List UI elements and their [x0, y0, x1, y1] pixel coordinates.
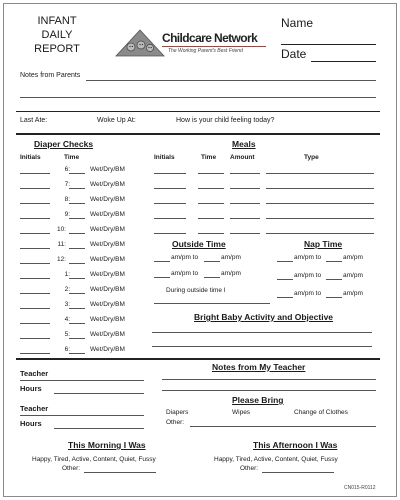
- logo-brand-text: Childcare Network: [162, 31, 258, 45]
- diaper-hour-label: 11:: [57, 241, 66, 248]
- diaper-time-line[interactable]: [69, 323, 85, 324]
- title-line-3: REPORT: [34, 43, 80, 55]
- diaper-hour-label: 12:: [56, 256, 66, 263]
- diaper-wet-dry-bm-option[interactable]: Wet/Dry/BM: [90, 301, 125, 308]
- diaper-initials-line[interactable]: [20, 308, 50, 309]
- diaper-hour-label: 8:: [64, 196, 70, 203]
- hours-line-2[interactable]: [54, 428, 144, 429]
- meal-amount-line[interactable]: [230, 188, 260, 189]
- diaper-wet-dry-bm-option[interactable]: Wet/Dry/BM: [90, 256, 125, 263]
- notes-from-parents-line-1[interactable]: [86, 80, 376, 81]
- afternoon-other-line[interactable]: [262, 472, 334, 473]
- nap-time-title: Nap Time: [304, 239, 343, 249]
- date-field-line[interactable]: [311, 61, 376, 62]
- diaper-time-line[interactable]: [69, 173, 85, 174]
- please-bring-title: Please Bring: [232, 395, 284, 405]
- diaper-time-line[interactable]: [69, 188, 85, 189]
- diaper-wet-dry-bm-option[interactable]: Wet/Dry/BM: [90, 226, 125, 233]
- meal-type-line[interactable]: [266, 218, 374, 219]
- meal-amount-line[interactable]: [230, 203, 260, 204]
- diaper-time-line[interactable]: [69, 338, 85, 339]
- infant-daily-report-form: [3, 3, 397, 497]
- diaper-hour-label: 6:: [64, 166, 70, 173]
- bright-baby-line-2[interactable]: [152, 346, 372, 347]
- meals-col-initials: Initials: [154, 154, 175, 161]
- meal-time-line[interactable]: [198, 173, 224, 174]
- nap-start-line[interactable]: [277, 297, 293, 298]
- logo-tagline: The Working Parent's Best Friend: [168, 48, 243, 54]
- nap-start-line[interactable]: [277, 261, 293, 262]
- diaper-time-line[interactable]: [69, 263, 85, 264]
- nap-am-pm: am/pm: [343, 254, 363, 261]
- bring-wipes: Wipes: [232, 409, 251, 416]
- morning-other-label: Other:: [62, 465, 81, 472]
- diaper-wet-dry-bm-option[interactable]: Wet/Dry/BM: [90, 346, 125, 353]
- diaper-time-line[interactable]: [69, 353, 85, 354]
- notes-teacher-line-1[interactable]: [162, 379, 376, 380]
- meal-time-line[interactable]: [198, 188, 224, 189]
- bring-change-of-clothes: Change of Clothes: [294, 409, 348, 416]
- date-label: Date: [281, 47, 307, 61]
- meal-initials-line[interactable]: [154, 203, 186, 204]
- diaper-wet-dry-bm-option[interactable]: Wet/Dry/BM: [90, 316, 125, 323]
- diaper-checks-title: Diaper Checks: [34, 139, 94, 149]
- diaper-initials-line[interactable]: [20, 203, 50, 204]
- form-code: CN015-R0112: [344, 485, 376, 491]
- morning-title: This Morning I Was: [68, 440, 146, 450]
- name-field-line[interactable]: [281, 44, 376, 45]
- outside-end-line[interactable]: [204, 277, 220, 278]
- outside-time-title: Outside Time: [172, 239, 226, 249]
- diaper-wet-dry-bm-option[interactable]: Wet/Dry/BM: [90, 331, 125, 338]
- meal-type-line[interactable]: [266, 203, 374, 204]
- teacher-label-1: Teacher: [20, 369, 49, 378]
- meal-type-line[interactable]: [266, 188, 374, 189]
- diaper-hour-label: 5:: [64, 331, 70, 338]
- diaper-wet-dry-bm-option[interactable]: Wet/Dry/BM: [90, 211, 125, 218]
- diaper-wet-dry-bm-option[interactable]: Wet/Dry/BM: [90, 271, 125, 278]
- title-line-2: DAILY: [41, 29, 73, 41]
- meal-initials-line[interactable]: [154, 218, 186, 219]
- diaper-col-initials: Initials: [20, 154, 41, 161]
- bring-other-line[interactable]: [190, 426, 376, 427]
- diaper-time-line[interactable]: [69, 248, 85, 249]
- form-title: [22, 14, 92, 56]
- diaper-wet-dry-bm-option[interactable]: Wet/Dry/BM: [90, 196, 125, 203]
- nap-end-line[interactable]: [326, 297, 342, 298]
- meal-time-line[interactable]: [198, 203, 224, 204]
- diaper-hour-label: 2:: [64, 286, 70, 293]
- afternoon-other-label: Other:: [240, 465, 259, 472]
- bright-baby-line-1[interactable]: [152, 332, 372, 333]
- outside-start-line[interactable]: [154, 277, 170, 278]
- teacher-line-2[interactable]: [20, 415, 144, 416]
- morning-other-line[interactable]: [84, 472, 156, 473]
- meals-col-amount: Amount: [230, 154, 255, 161]
- bring-other-label: Other:: [166, 419, 185, 426]
- diaper-col-time: Time: [64, 154, 80, 161]
- meals-title: Meals: [232, 139, 256, 149]
- outside-am-pm: am/pm: [221, 270, 241, 277]
- meal-amount-line[interactable]: [230, 173, 260, 174]
- meals-col-type: Type: [304, 154, 319, 161]
- diaper-hour-label: 1:: [64, 271, 70, 278]
- diaper-hour-label: 9:: [64, 211, 70, 218]
- meal-initials-line[interactable]: [154, 188, 186, 189]
- afternoon-moods: Happy, Tired, Active, Content, Quiet, Fussy: [214, 456, 338, 463]
- diaper-initials-line[interactable]: [20, 233, 50, 234]
- nap-am-pm-to: am/pm to: [294, 290, 322, 297]
- diaper-initials-line[interactable]: [20, 293, 50, 294]
- meal-time-line[interactable]: [198, 218, 224, 219]
- diaper-hour-label: 7:: [64, 181, 70, 188]
- childcare-network-logo: [114, 26, 274, 62]
- nap-end-line[interactable]: [326, 261, 342, 262]
- meals-col-time: Time: [201, 154, 217, 161]
- meal-initials-line[interactable]: [154, 233, 186, 234]
- feeling-question-label: How is your child feeling today?: [176, 117, 275, 124]
- bright-baby-title: Bright Baby Activity and Objective: [194, 312, 334, 322]
- notes-from-parents-label: Notes from Parents: [20, 72, 81, 79]
- nap-start-line[interactable]: [277, 279, 293, 280]
- diaper-wet-dry-bm-option[interactable]: Wet/Dry/BM: [90, 181, 125, 188]
- notes-teacher-line-2[interactable]: [162, 390, 376, 391]
- diaper-hour-label: 6:: [64, 346, 70, 353]
- meal-amount-line[interactable]: [230, 233, 260, 234]
- hours-label-2: Hours: [20, 419, 42, 428]
- diaper-wet-dry-bm-option[interactable]: Wet/Dry/BM: [90, 241, 125, 248]
- name-label: Name: [281, 16, 314, 30]
- meal-type-line[interactable]: [266, 233, 374, 234]
- diaper-initials-line[interactable]: [20, 278, 50, 279]
- hours-line-1[interactable]: [54, 393, 144, 394]
- outside-am-pm: am/pm: [221, 254, 241, 261]
- diaper-time-line[interactable]: [69, 308, 85, 309]
- nap-am-pm: am/pm: [343, 272, 363, 279]
- diaper-hour-label: 10:: [56, 226, 66, 233]
- title-line-1: INFANT: [37, 15, 77, 27]
- diaper-time-line[interactable]: [69, 203, 85, 204]
- divider-middle: [16, 358, 380, 360]
- meal-initials-line[interactable]: [154, 173, 186, 174]
- diaper-initials-line[interactable]: [20, 173, 50, 174]
- diaper-wet-dry-bm-option[interactable]: Wet/Dry/BM: [90, 286, 125, 293]
- woke-up-at-label: Woke Up At:: [97, 117, 136, 124]
- teacher-line-1[interactable]: [20, 380, 144, 381]
- bring-diapers: Diapers: [166, 409, 189, 416]
- diaper-time-line[interactable]: [69, 233, 85, 234]
- afternoon-title: This Afternoon I Was: [253, 440, 338, 450]
- diaper-initials-line[interactable]: [20, 218, 50, 219]
- outside-am-pm-to: am/pm to: [171, 254, 199, 261]
- divider-info: [16, 133, 380, 135]
- diaper-initials-line[interactable]: [20, 353, 50, 354]
- nap-am-pm-to: am/pm to: [294, 254, 322, 261]
- diaper-hour-label: 4:: [64, 316, 70, 323]
- kids-logo-icon: [114, 28, 166, 58]
- during-outside-label: During outside time I: [166, 287, 226, 294]
- outside-am-pm-to: am/pm to: [171, 270, 199, 277]
- outside-activity-line[interactable]: [154, 303, 270, 304]
- diaper-initials-line[interactable]: [20, 248, 50, 249]
- nap-am-pm: am/pm: [343, 290, 363, 297]
- morning-moods: Happy, Tired, Active, Content, Quiet, Fussy: [32, 456, 156, 463]
- diaper-initials-line[interactable]: [20, 338, 50, 339]
- diaper-hour-label: 3:: [64, 301, 70, 308]
- diaper-wet-dry-bm-option[interactable]: Wet/Dry/BM: [90, 166, 125, 173]
- diaper-time-line[interactable]: [69, 218, 85, 219]
- meal-type-line[interactable]: [266, 173, 374, 174]
- notes-from-parents-line-2[interactable]: [20, 97, 376, 98]
- outside-end-line[interactable]: [204, 261, 220, 262]
- diaper-initials-line[interactable]: [20, 263, 50, 264]
- notes-from-teacher-title: Notes from My Teacher: [212, 362, 306, 372]
- diaper-time-line[interactable]: [69, 278, 85, 279]
- divider-top: [16, 111, 380, 112]
- meal-time-line[interactable]: [198, 233, 224, 234]
- outside-start-line[interactable]: [154, 261, 170, 262]
- teacher-label-2: Teacher: [20, 404, 49, 413]
- nap-am-pm-to: am/pm to: [294, 272, 322, 279]
- last-ate-label: Last Ate:: [20, 117, 48, 124]
- diaper-initials-line[interactable]: [20, 323, 50, 324]
- hours-label-1: Hours: [20, 384, 42, 393]
- nap-end-line[interactable]: [326, 279, 342, 280]
- diaper-initials-line[interactable]: [20, 188, 50, 189]
- diaper-time-line[interactable]: [69, 293, 85, 294]
- meal-amount-line[interactable]: [230, 218, 260, 219]
